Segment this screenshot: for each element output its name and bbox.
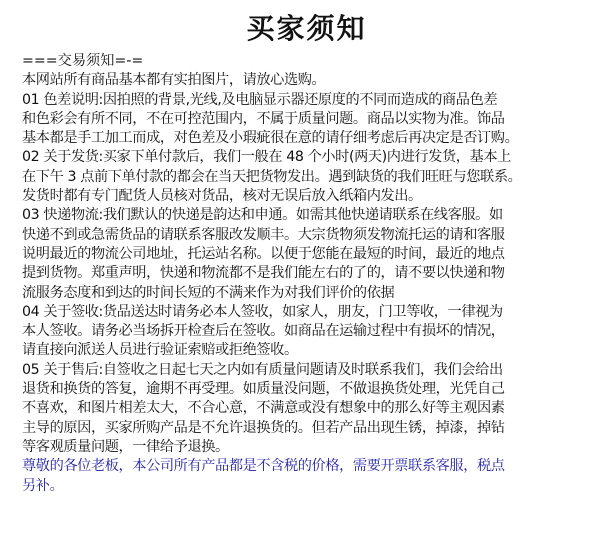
- signing-line: 请直接向派送人员进行验证索赔或拒绝签收。: [22, 342, 298, 359]
- after-sales-line: 不喜欢，和图片相差太大，不合心意，不满意或没有想象中的那么好等主观因素: [22, 400, 505, 417]
- courier-line: 流服务态度和到达的时间长短的不满来作为对我们评价的依据: [22, 284, 395, 301]
- courier-line: 03 快递物流:我们默认的快递是韵达和申通。如需其他快递请联系在线客服。如: [22, 207, 503, 224]
- color-diff-line: 基本都是手工加工而成，对色差及小瑕疵很在意的请仔细考虑后再决定是否订购。: [22, 130, 519, 147]
- courier-line: 提到货物。郑重声明，快递和物流都不是我们能左右的了的，请不要以快递和物: [22, 265, 505, 282]
- notice-body: [22, 52, 591, 496]
- color-diff-line: 01 色差说明:因拍照的背景,光线,及电脑显示器还原度的不同而造成的商品色差: [22, 91, 498, 108]
- courier-line: 说明最近的物流公司地址，托运站名称。以便于您能在最短的时间，最近的地点: [22, 245, 505, 262]
- signing-line: 本人签收。请务必当场拆开检查后在签收。如商品在运输过程中有损坏的情况，: [22, 323, 505, 340]
- shipping-line: 在下午 3 点前下单付款的都会在当天把货物发出。遇到缺货的我们旺旺与您联系。: [22, 168, 522, 185]
- shipping-line: 发货时都有专门配货人员核对货品，核对无误后放入纸箱内发出。: [22, 188, 422, 205]
- tax-notice-line: 另补。: [22, 477, 64, 494]
- section-header: ===交易须知=-=: [22, 53, 144, 69]
- after-sales-line: 主导的原因，买家所购产品是不允许退换货的。但若产品出现生锈，掉漆，掉钻: [22, 419, 505, 436]
- after-sales-line: 等客观质量问题，一律给予退换。: [22, 438, 229, 455]
- courier-line: 快递不到或急需货品的请联系客服改发顺丰。大宗货物须发物流托运的请和客服: [22, 226, 505, 243]
- signing-line: 04 关于签收:货品送达时请务必本人签收，如家人，朋友，门卫等收，一律视为: [22, 303, 503, 320]
- intro-line: 本网站所有商品基本都有实拍图片，请放心选购。: [22, 72, 326, 89]
- tax-notice-line: 尊敬的各位老板，本公司所有产品都是不含税的价格，需要开票联系客服，税点: [22, 458, 505, 475]
- page-title: 买家须知: [246, 12, 367, 45]
- after-sales-line: 退货和换货的答复，逾期不再受理。如质量没问题，不做退换货处理，光凭自己: [22, 381, 505, 398]
- shipping-line: 02 关于发货:买家下单付款后，我们一般在 48 个小时(两天)内进行发货，基本上: [22, 149, 511, 166]
- after-sales-line: 05 关于售后:自签收之日起七天之内如有质量问题请及时联系我们，我们会给出: [22, 361, 503, 378]
- color-diff-line: 和色彩会有所不同，不在可控范围内，不属于质量问题。商品以实物为准。饰品: [22, 110, 505, 127]
